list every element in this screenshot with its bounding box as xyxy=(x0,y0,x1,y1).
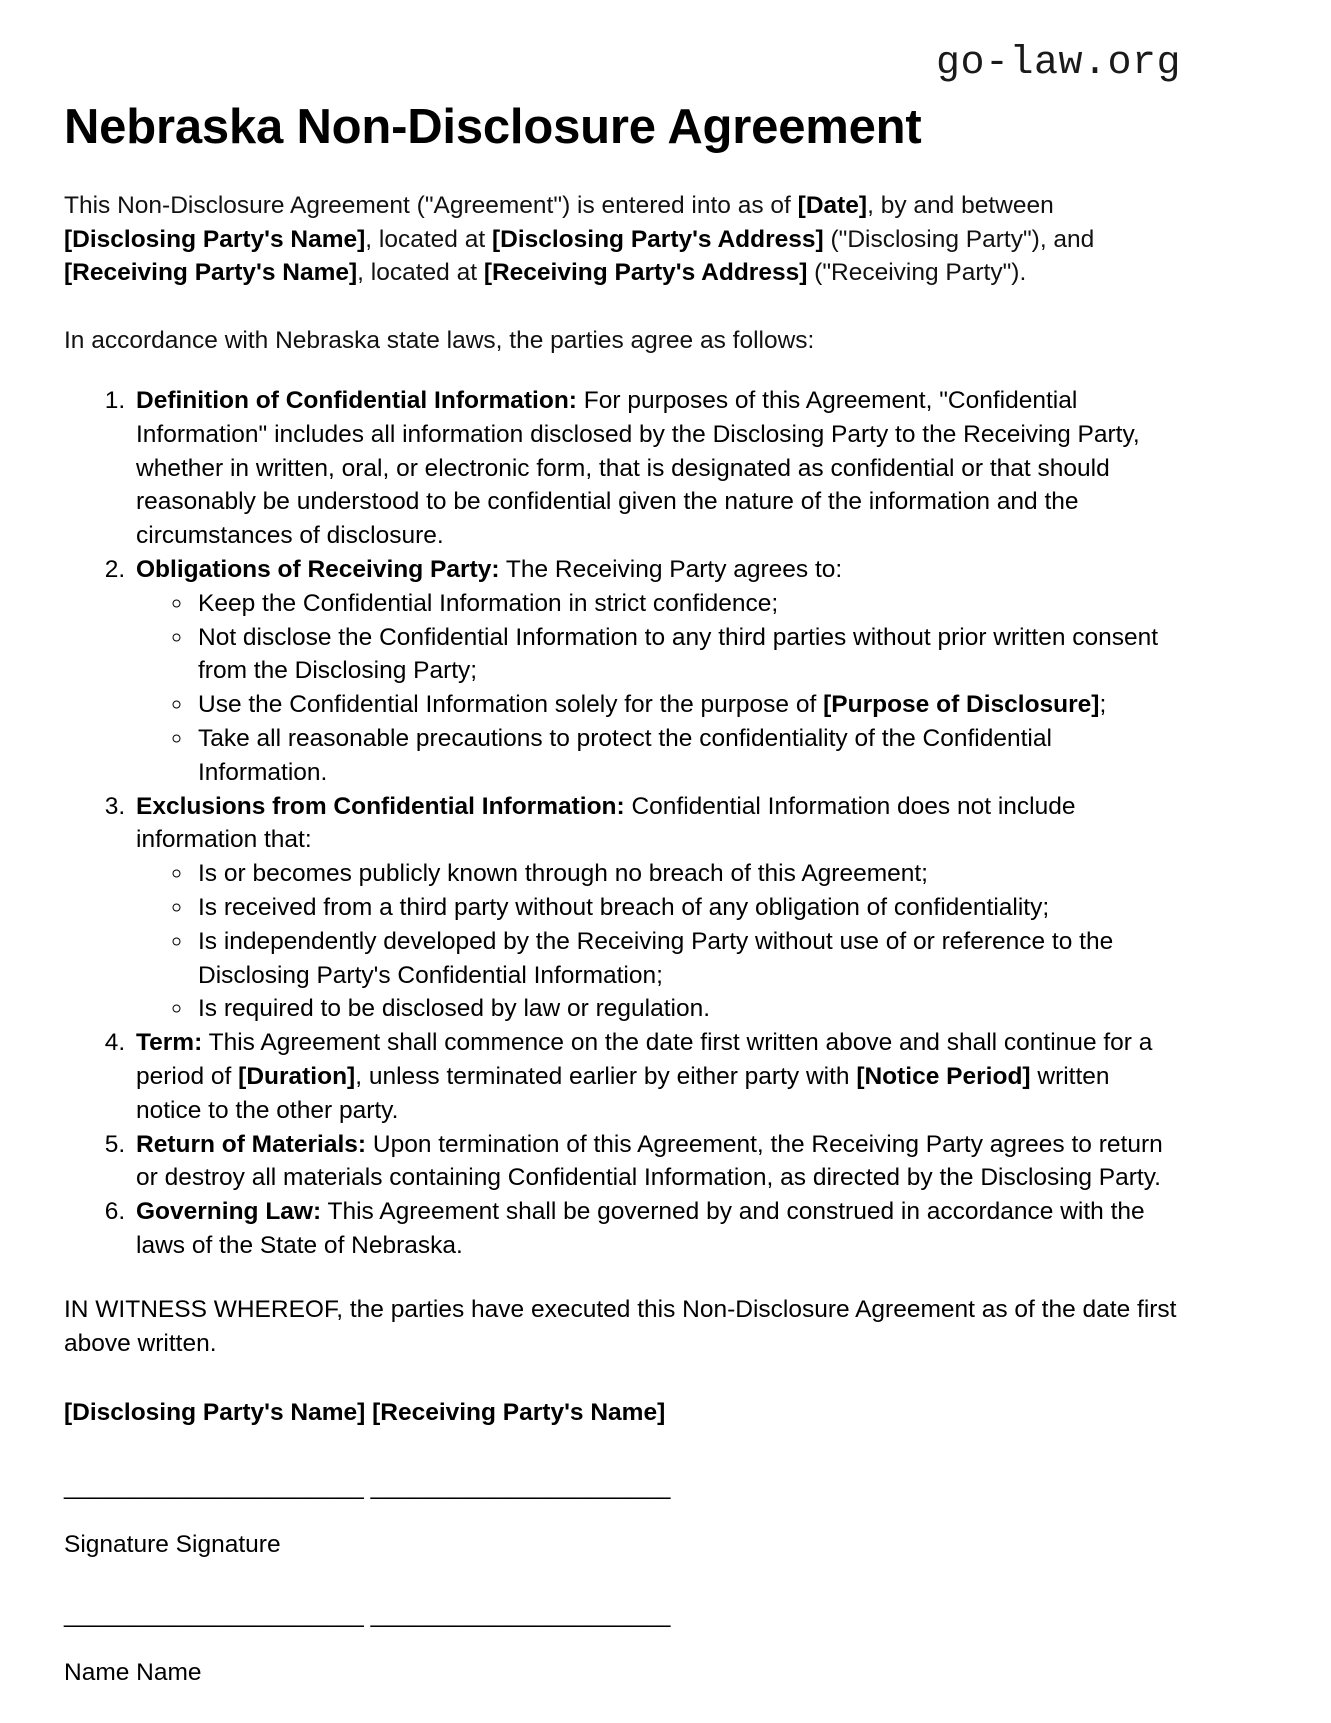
signature-party-names: [Disclosing Party's Name] [Receiving Party's Name] xyxy=(64,1399,666,1427)
placeholder-duration: [Duration] xyxy=(238,1063,356,1090)
clause-item-3 xyxy=(132,790,1181,1027)
sub-text: Is required to be disclosed by law or regulation. xyxy=(198,995,711,1023)
placeholder-date: [Date] xyxy=(797,191,868,219)
list-item xyxy=(194,891,1181,925)
signature-rule: ______________________ ______________________ xyxy=(64,1473,671,1501)
clause-4-heading: Term: xyxy=(136,1029,203,1057)
signature-label: Signature Signature xyxy=(64,1530,281,1558)
clause-6-heading: Governing Law: xyxy=(136,1198,322,1226)
list-item xyxy=(194,925,1181,993)
intro-text-c: , by and between xyxy=(867,191,1054,219)
clause-2-heading: Obligations of Receiving Party: xyxy=(136,556,500,584)
list-item xyxy=(194,688,1181,722)
intro-text-g: ("Disclosing Party"), and xyxy=(823,225,1095,253)
clause-1-heading: Definition of Confidential Information: xyxy=(136,387,577,415)
name-rule: ______________________ ______________________ xyxy=(64,1600,671,1628)
clause-1-body: For purposes of this Agreement, "Confidential Information" includes all information disclosed by the Disclosing Party to the Receiving Party, whether in written, oral, or electronic form, that is designated as confidential or that should reasonably be understood to be confidential given the nature of the information and the circumstances of disclosure. xyxy=(136,387,1140,550)
list-item xyxy=(194,587,1181,621)
sub-text: Is or becomes publicly known through no breach of this Agreement; xyxy=(198,860,928,888)
sub-text: Not disclose the Confidential Information to any third parties without prior written consent from the Disclosing Party; xyxy=(198,623,1159,685)
placeholder-receiving-name: [Receiving Party's Name] xyxy=(64,259,358,287)
clause-item-2 xyxy=(132,553,1181,790)
sub-text: Is received from a third party without breach of any obligation of confidentiality; xyxy=(198,894,1050,922)
clause-4-body-a: This Agreement shall commence on the date first written above and shall continue for a period of xyxy=(136,1029,1153,1090)
clause-list xyxy=(64,384,1181,1263)
accordance-paragraph: In accordance with Nebraska state laws, the parties agree as follows: xyxy=(64,327,815,355)
sub-text: Use the Confidential Information solely for the purpose of xyxy=(198,691,824,719)
clause-2-sublist xyxy=(136,587,1181,790)
clause-4-body-e: written notice to the other party. xyxy=(136,1063,1110,1124)
intro-text-i: , located at xyxy=(357,259,484,287)
sub-text: Take all reasonable precautions to protect the confidentiality of the Confidential Information. xyxy=(198,725,1052,786)
intro-text-e: , located at xyxy=(365,225,492,253)
placeholder-purpose-of-disclosure: [Purpose of Disclosure] xyxy=(823,691,1100,719)
clause-3-sublist xyxy=(136,857,1181,1026)
clause-6-body: This Agreement shall be governed by and construed in accordance with the laws of the State of Nebraska. xyxy=(136,1198,1145,1259)
placeholder-notice-period: [Notice Period] xyxy=(856,1063,1031,1090)
clause-item-4 xyxy=(132,1026,1181,1127)
list-item xyxy=(194,992,1181,1026)
name-label: Name Name xyxy=(64,1658,202,1686)
placeholder-disclosing-name: [Disclosing Party's Name] xyxy=(64,225,366,253)
placeholder-receiving-address: [Receiving Party's Address] xyxy=(483,259,808,287)
sub-text: Keep the Confidential Information in strict confidence; xyxy=(198,589,779,617)
clause-item-6 xyxy=(132,1195,1181,1263)
clause-item-5 xyxy=(132,1128,1181,1196)
clause-4-body-c: , unless terminated earlier by either party with xyxy=(355,1063,857,1090)
brand-header xyxy=(64,41,1181,96)
intro-paragraph xyxy=(64,189,1181,290)
intro-text-a: This Non-Disclosure Agreement ("Agreement") is entered into as of xyxy=(64,191,798,219)
site-logo-text: go-law.org xyxy=(935,41,1181,86)
list-item xyxy=(194,857,1181,891)
sub-text: Is independently developed by the Receiving Party without use of or reference to the Disclosing Party's Confidential Information; xyxy=(198,927,1114,989)
list-item xyxy=(194,722,1181,790)
clause-item-1 xyxy=(132,384,1181,553)
witness-clause: IN WITNESS WHEREOF, the parties have executed this Non-Disclosure Agreement as of the date first above written. xyxy=(64,1295,1177,1357)
page-title: Nebraska Non-Disclosure Agreement xyxy=(64,100,922,154)
clause-2-body: The Receiving Party agrees to: xyxy=(499,556,843,584)
placeholder-disclosing-address: [Disclosing Party's Address] xyxy=(491,225,824,253)
clause-5-body: Upon termination of this Agreement, the Receiving Party agrees to return or destroy all materials containing Confidential Information, as directed by the Disclosing Party. xyxy=(136,1130,1163,1192)
intro-text-k: ("Receiving Party"). xyxy=(807,259,1027,287)
sub-text-post: ; xyxy=(1099,691,1107,719)
clause-3-heading: Exclusions from Confidential Information: xyxy=(136,792,625,820)
clause-5-heading: Return of Materials: xyxy=(136,1130,367,1158)
list-item xyxy=(194,621,1181,689)
clause-3-body: Confidential Information does not include information that: xyxy=(136,792,1076,854)
